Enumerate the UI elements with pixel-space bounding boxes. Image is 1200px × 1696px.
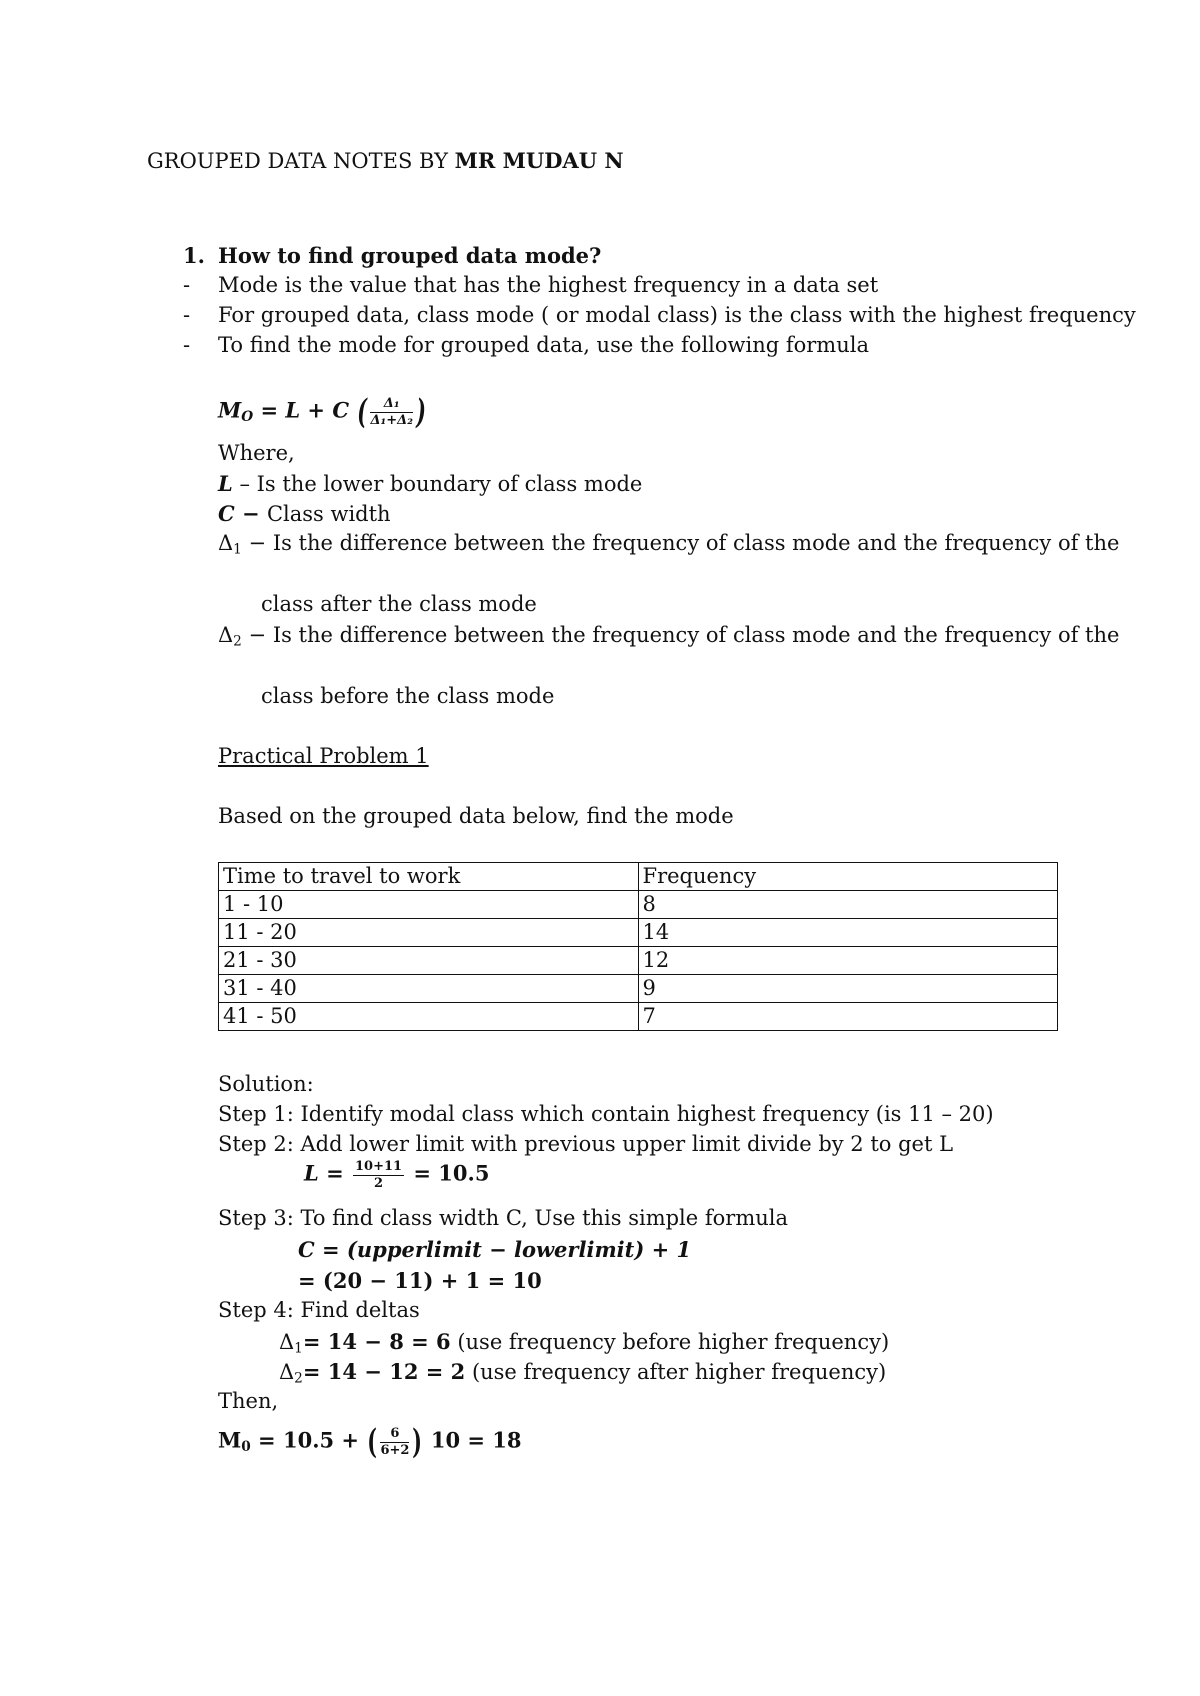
table-cell-class: 31 - 40 [219,975,639,1003]
title-author: MR MUDAU N [454,148,624,173]
def-delta2-dash: − [241,623,273,647]
bullet-item: Mode is the value that has the highest frequency in a data set [218,273,879,297]
bullet-marker: - [183,333,191,357]
delta2-sub: 2 [294,1370,303,1387]
table-cell-frequency: 14 [638,919,1058,947]
table-row [219,975,1058,1003]
formula-denominator: Δ₁+Δ₂ [370,412,413,428]
final-equation [218,1422,522,1462]
def-L [218,473,642,495]
formula-eq: = L + C [253,397,357,423]
def-C [218,503,391,525]
delta1-symbol: Δ [279,1330,295,1354]
step2-denominator: 2 [374,1175,384,1191]
problem-title: Practical Problem 1 [218,744,429,768]
final-rhs: 10 = 18 [423,1427,522,1453]
left-paren: ( [357,392,368,432]
right-paren: ) [412,1422,423,1462]
def-delta2-cont: class before the class mode [261,684,555,708]
bullet-marker: - [183,303,191,327]
document-title [147,150,624,172]
def-delta1-dash: − [241,531,273,555]
delta2-symbol: Δ [279,1360,295,1384]
def-delta1 [218,533,1119,557]
delta-2-line [279,1361,886,1386]
mode-formula [218,392,427,432]
step2-rhs: = 10.5 [406,1160,490,1186]
def-delta2-sub: 2 [233,633,242,650]
step-2: Step 2: Add lower limit with previous upper limit divide by 2 to get L [218,1132,954,1156]
table-cell-frequency: 8 [638,891,1058,919]
bullet-marker: - [183,273,191,297]
final-numerator: 6 [380,1427,409,1443]
step-2-equation [304,1160,489,1190]
problem-prompt: Based on the grouped data below, find the mode [218,804,734,828]
table-cell-frequency: 12 [638,947,1058,975]
step-3-equation-2: = (20 − 11) + 1 = 10 [298,1268,542,1293]
def-delta2-symbol: Δ [218,623,234,647]
table-cell-class: 1 - 10 [219,891,639,919]
step-3-equation-1: C = (upperlimit − lowerlimit) + 1 [298,1237,692,1262]
final-denominator: 6+2 [380,1442,410,1458]
formula-lhs-sub: O [241,408,254,425]
formula-lhs: M [218,397,242,423]
table-row [219,919,1058,947]
def-delta2 [218,625,1119,649]
step-3: Step 3: To find class width C, Use this simple formula [218,1206,789,1230]
delta2-expr: = 14 − 12 = 2 [302,1359,466,1384]
table-cell-class: 11 - 20 [219,919,639,947]
delta1-expr: = 14 − 8 = 6 [302,1329,451,1354]
frequency-table [218,862,1058,1031]
def-delta2-text: Is the difference between the frequency of class mode and the frequency of the [272,623,1120,647]
def-L-symbol: L [218,471,233,496]
table-cell-frequency: 9 [638,975,1058,1003]
table-row [219,1003,1058,1031]
def-C-text: Class width [266,502,391,526]
step-4: Step 4: Find deltas [218,1298,420,1322]
step2-lhs: L = [304,1160,351,1186]
def-L-text: – Is the lower boundary of class mode [232,472,643,496]
bullet-item: For grouped data, class mode ( or modal class) is the class with the highest frequency [218,303,1136,327]
step2-fraction [353,1160,404,1190]
table-cell-class: 41 - 50 [219,1003,639,1031]
section-heading: How to find grouped data mode? [218,243,602,268]
delta2-note: (use frequency after higher frequency) [465,1360,887,1384]
left-paren: ( [367,1422,378,1462]
formula-numerator: Δ₁ [370,397,412,413]
step2-numerator: 10+11 [354,1159,403,1174]
where-label: Where, [218,441,295,465]
then-label: Then, [218,1389,279,1413]
solution-label: Solution: [218,1072,314,1096]
table-header-row [219,863,1058,891]
right-paren: ) [416,392,426,432]
final-fraction [380,1427,409,1457]
def-delta1-text: Is the difference between the frequency of class mode and the frequency of the [272,531,1120,555]
delta-1-line [279,1331,889,1356]
def-delta1-cont: class after the class mode [261,592,537,616]
title-plain: GROUPED DATA NOTES BY [147,149,455,173]
final-lhs: M [218,1427,242,1453]
section-number: 1. [183,243,205,268]
formula-fraction [370,397,412,427]
final-mid: = 10.5 + [250,1427,367,1453]
final-lhs-sub: 0 [241,1438,251,1455]
table-header-cell: Time to travel to work [219,863,639,891]
table-row [219,947,1058,975]
step-1: Step 1: Identify modal class which contain highest frequency (is 11 – 20) [218,1102,994,1126]
table-cell-frequency: 7 [638,1003,1058,1031]
def-C-symbol: C − [218,501,267,526]
table-header-cell: Frequency [638,863,1058,891]
def-delta1-sub: 1 [233,541,242,558]
delta1-note: (use frequency before higher frequency) [450,1330,890,1354]
delta1-sub: 1 [294,1340,303,1357]
table-row [219,891,1058,919]
table-cell-class: 21 - 30 [219,947,639,975]
def-delta1-symbol: Δ [218,531,234,555]
bullet-item: To find the mode for grouped data, use the following formula [218,333,869,357]
